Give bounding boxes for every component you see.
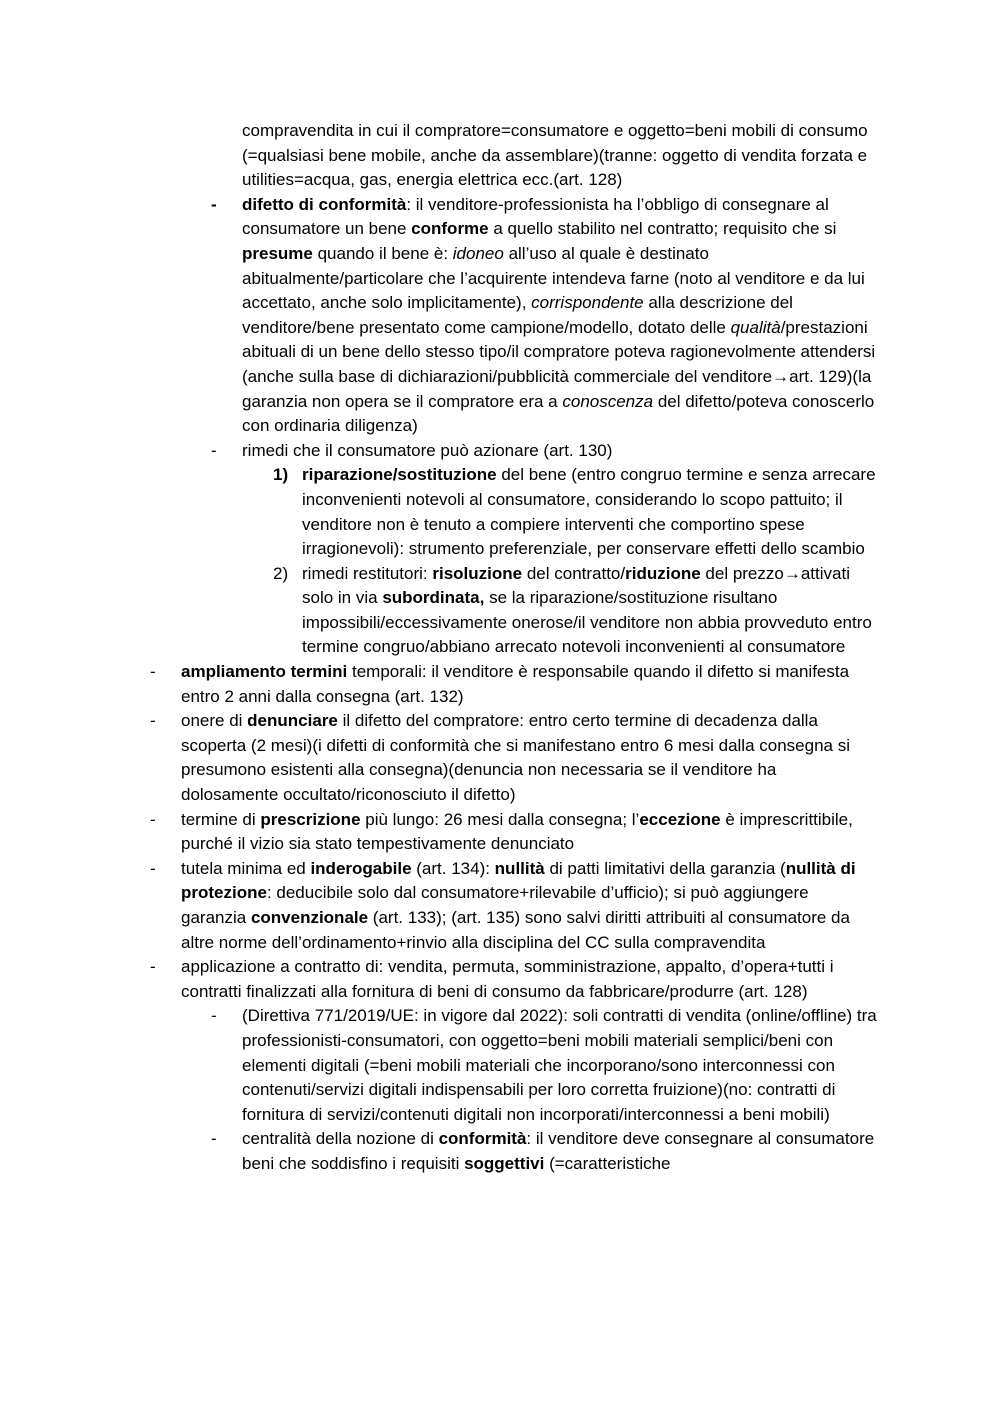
- list-item: [0, 1127, 878, 1176]
- text-run: il difetto del compratore: entro certo termine di decadenza dalla scoperta (2 mesi)(i difetti di conformità che si manifestano entro 6 mesi dalla consegna si presumono esistenti alla consegna)(denuncia non necessaria se il venditore ha dolosamente occultato/riconosciuto il difetto): [181, 711, 850, 805]
- list-marker: -: [150, 662, 156, 682]
- list-item: [0, 439, 878, 464]
- list-item: [0, 857, 871, 955]
- text-run: più lungo: 26 mesi dalla consegna; l’: [360, 809, 640, 829]
- bold-text: conformità: [438, 1129, 527, 1149]
- text-run: a quello stabilito nel contratto; requisito che si: [488, 219, 837, 239]
- list-item-text: [242, 195, 875, 435]
- text-run: del difetto/poteva conoscerlo con ordinaria diligenza): [242, 391, 875, 436]
- list-marker: -: [211, 1006, 217, 1026]
- list-item-text: [181, 957, 834, 1001]
- list-item: [0, 562, 880, 660]
- text-run: del prezzo→attivati solo in via: [302, 563, 850, 608]
- text-run: alla descrizione del venditore/bene presentato come campione/modello, dotato delle: [242, 293, 793, 337]
- notes-body: [0, 119, 1000, 1177]
- text-run: rimedi che il consumatore può azionare (art. 130): [242, 440, 613, 460]
- text-run: (art. 133); (art. 135) sono salvi diritti attribuiti al consumatore da altre norme dell’ordinamento+rinvio alla disciplina del CC sulla compravendita: [181, 908, 850, 952]
- text-run: all’uso al quale è destinato abitualmente/particolare che l’acquirente intendeva farne (noto al venditore e da lui accettato, anche solo implicitamente),: [242, 243, 865, 313]
- text-run: del bene (entro congruo termine e senza arrecare inconvenienti notevoli al consumatore, considerando lo scopo pattuito; il venditore non è tenuto a compiere interventi che comportino spese irragionevoli): strumento preferenziale, per conservare effetti dello scambio: [302, 465, 876, 559]
- text-run: applicazione a contratto di: vendita, permuta, somministrazione, appalto, d’opera+tutti i contratti finalizzati alla fornitura di beni di consumo da fabbricare/produrre (art. 128): [181, 957, 834, 1001]
- list-marker: -: [150, 858, 156, 878]
- list-item: [0, 1004, 878, 1127]
- italic-text: idoneo: [452, 243, 504, 263]
- italic-text: qualità: [730, 317, 781, 337]
- list-marker: -: [150, 957, 156, 977]
- text-run: (art. 134):: [411, 858, 495, 878]
- text-run: termine di: [181, 809, 261, 829]
- bold-text: riduzione: [625, 563, 701, 583]
- list-marker: -: [211, 1129, 217, 1149]
- bold-text: nullità di protezione: [181, 858, 856, 903]
- text-run: è imprescrittibile, purché il vizio sia stato tempestivamente denunciato: [181, 809, 853, 854]
- bold-text: denunciare: [247, 711, 338, 731]
- bold-text: soggettivi: [464, 1153, 545, 1173]
- list-item-text: [302, 564, 872, 657]
- list-item-text: [302, 465, 876, 558]
- text-run: : il venditore-professionista ha l’obbligo di consegnare al consumatore un bene: [242, 194, 829, 239]
- italic-text: corrispondente: [531, 293, 644, 313]
- list-item-text: [181, 810, 853, 854]
- text-run: rimedi restitutori:: [302, 563, 433, 583]
- text-run: temporali: il venditore è responsabile quando il difetto si manifesta entro 2 anni dalla consegna (art. 132): [181, 662, 850, 706]
- list-item: [0, 119, 878, 193]
- list-item-text: [181, 662, 849, 706]
- list-marker: 1): [273, 465, 289, 485]
- bold-text: ampliamento termini: [181, 662, 348, 682]
- text-run: onere di: [181, 711, 248, 731]
- list-item: [0, 709, 871, 807]
- text-run: tutela minima ed: [181, 858, 311, 878]
- list-marker: -: [211, 440, 217, 460]
- list-item: [0, 193, 878, 439]
- list-item: [0, 660, 871, 709]
- list-item-text: [181, 711, 850, 804]
- bold-text: inderogabile: [310, 858, 412, 878]
- text-run: quando il bene è:: [312, 243, 453, 263]
- text-run: /prestazioni abituali di un bene dello stesso tipo/il compratore poteva ragionevolmente attendersi (anche sulla base di dichiarazioni/pubblicità commerciale del venditore→art. 129)(la garanzia non opera se il compratore era a: [242, 317, 876, 411]
- list-marker: 2): [273, 563, 289, 583]
- list-item-text: [242, 441, 612, 460]
- text-run: di patti limitativi della garanzia (: [544, 858, 786, 878]
- list-marker: -: [150, 711, 156, 731]
- bold-text: subordinata,: [382, 588, 485, 608]
- text-run: centralità della nozione di: [242, 1129, 439, 1149]
- bold-text: risoluzione: [432, 563, 523, 583]
- text-run: (=caratteristiche: [544, 1153, 671, 1173]
- text-run: del contratto/: [522, 563, 626, 583]
- list-item: [0, 955, 871, 1004]
- list-item-text: [181, 859, 856, 952]
- bold-text: nullità: [494, 858, 545, 878]
- list-marker: -: [211, 194, 217, 214]
- bold-text: riparazione/sostituzione: [302, 465, 497, 485]
- bold-text: presume: [242, 243, 313, 263]
- bold-text: difetto di conformità: [242, 194, 407, 214]
- text-run: se la riparazione/sostituzione risultano impossibili/eccessivamente onerose/il venditore non abbia provveduto entro termine congruo/abbiano arrecato notevoli inconvenienti al consumatore: [302, 588, 872, 657]
- list-item: [0, 808, 871, 857]
- text-run: (Direttiva 771/2019/UE: in vigore dal 2022): soli contratti di vendita (online/offline) tra professionisti-consumatori, con oggetto=beni mobili materiali semplici/beni con elementi digitali (=beni mobili materiali che incorporano/sono interconnessi con contenuti/servizi digitali indispensabili per loro corretta fruizione)(no: contratti di fornitura di servizi/contenuti digitali non incorporati/interconnessi a beni mobili): [242, 1006, 877, 1124]
- list-item: [0, 463, 880, 561]
- bold-text: conforme: [411, 219, 489, 239]
- italic-text: conoscenza: [562, 391, 654, 411]
- list-item-text: [242, 1006, 877, 1123]
- text-run: compravendita in cui il compratore=consumatore e oggetto=beni mobili di consumo (=qualsiasi bene mobile, anche da assemblare)(tranne: oggetto di vendita forzata e utilities=acqua, gas, energia elettrica ecc.(art. 128): [242, 121, 868, 190]
- bold-text: eccezione: [639, 809, 721, 829]
- bold-text: convenzionale: [250, 908, 369, 927]
- list-marker: -: [150, 809, 156, 829]
- text-run: : deducibile solo dal consumatore+rilevabile d’ufficio); si può aggiungere garanzia: [181, 883, 809, 927]
- list-item-text: [242, 121, 868, 189]
- bold-text: prescrizione: [260, 809, 361, 829]
- text-run: : il venditore deve consegnare al consumatore beni che soddisfino i requisiti: [242, 1129, 875, 1173]
- list-item-text: [242, 1129, 874, 1173]
